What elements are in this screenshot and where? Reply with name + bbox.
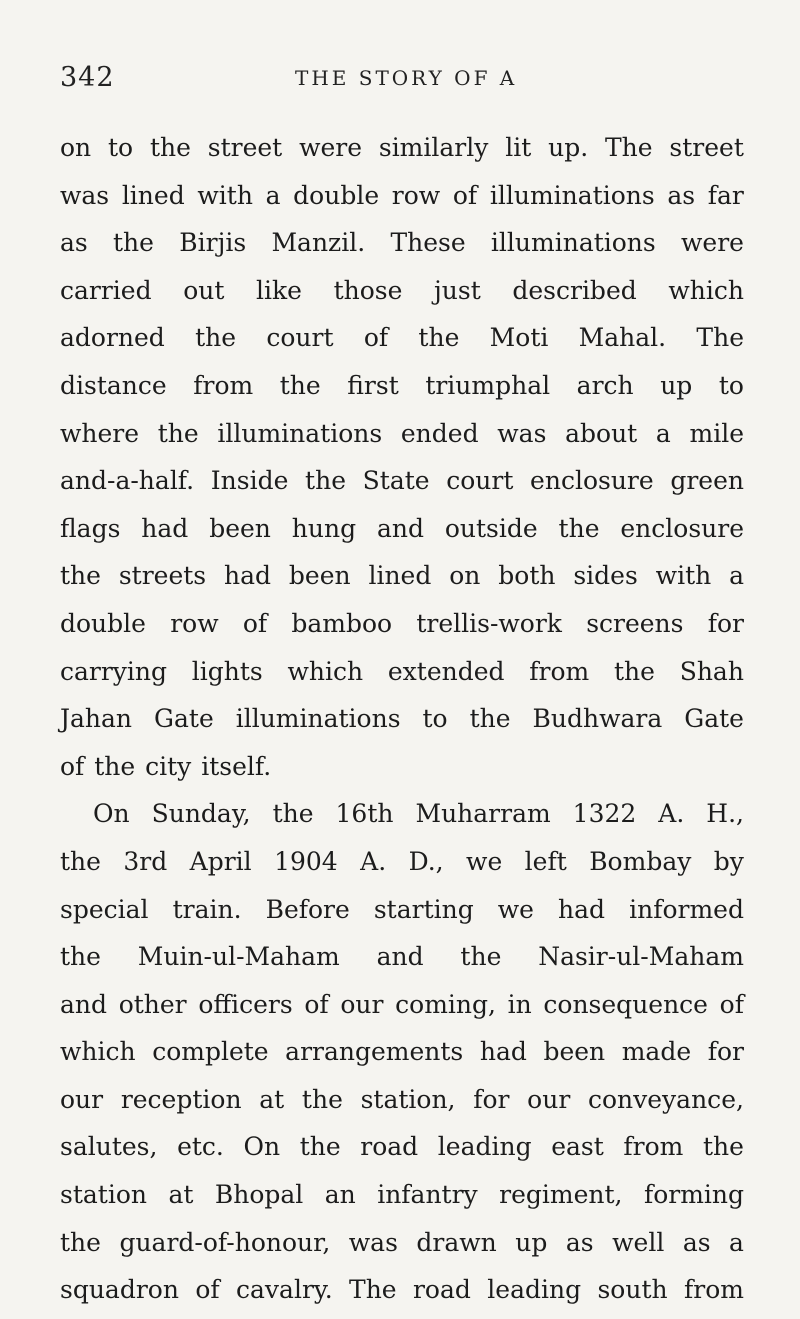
word: in: [507, 989, 532, 1019]
word: double: [293, 180, 380, 210]
word: ended: [400, 418, 479, 448]
text-line: [60, 895, 744, 943]
word: we: [497, 894, 534, 924]
word: officers: [198, 989, 293, 1019]
word: about: [565, 418, 638, 448]
word: hung: [291, 513, 357, 543]
word: Bhopal: [214, 1180, 304, 1210]
word: row: [391, 180, 441, 210]
word: as: [667, 180, 696, 210]
text-line: [60, 276, 744, 324]
word: the: [113, 228, 154, 258]
word: at: [259, 1084, 285, 1114]
word: Sunday,: [151, 799, 251, 829]
word: a: [729, 561, 744, 591]
word: illuminations: [217, 418, 383, 448]
word: had: [479, 1037, 527, 1067]
text-line: [60, 1132, 744, 1180]
word: The: [696, 323, 744, 353]
word: been: [288, 561, 351, 591]
text-line: [60, 181, 744, 229]
word: the: [299, 1132, 341, 1162]
word: as: [565, 1227, 594, 1257]
word: green: [670, 466, 744, 496]
word: of: [363, 323, 389, 353]
word: the: [558, 513, 600, 543]
word: had: [141, 513, 189, 543]
word: Gate: [154, 704, 214, 734]
word: as: [60, 228, 88, 258]
body-text: [60, 133, 744, 1319]
word: A.: [658, 799, 685, 829]
word: The: [349, 1275, 397, 1305]
word: H.,: [706, 799, 744, 829]
text-line: [60, 371, 744, 419]
word: outside: [444, 513, 538, 543]
word: sides: [573, 561, 638, 591]
word: carried: [60, 275, 152, 305]
text-line: [60, 514, 744, 562]
word: east: [551, 1132, 604, 1162]
word: special: [60, 894, 149, 924]
word: Mahal.: [578, 323, 667, 353]
word: those: [333, 275, 403, 305]
word: On: [243, 1132, 281, 1162]
word: both: [498, 561, 556, 591]
word: The: [605, 133, 653, 162]
word: of: [719, 989, 744, 1019]
word: the: [157, 418, 199, 448]
word: station: [60, 1180, 147, 1210]
word: etc.: [177, 1132, 224, 1162]
word: the: [60, 846, 101, 876]
text-line: [60, 1275, 744, 1319]
word: April: [189, 846, 252, 876]
text-line: [60, 419, 744, 467]
word: Shah: [679, 656, 744, 686]
word: the: [60, 1227, 101, 1257]
word: to: [108, 133, 134, 162]
word: described: [512, 275, 637, 305]
word: like: [256, 275, 302, 305]
word: illuminations: [235, 704, 401, 734]
text-line: [60, 1085, 744, 1133]
running-title: THE STORY OF A: [295, 66, 518, 90]
word: the: [305, 466, 346, 496]
word: D.,: [408, 846, 444, 876]
word: which: [60, 1037, 136, 1067]
word: similarly: [378, 133, 489, 162]
word: of: [195, 1275, 220, 1305]
word: row: [170, 608, 219, 638]
word: from: [193, 370, 254, 400]
word: the: [272, 799, 314, 829]
word: to: [718, 370, 744, 400]
word: up: [660, 370, 693, 400]
word: up.: [548, 133, 589, 162]
text-line: [60, 323, 744, 371]
word: on: [60, 133, 92, 162]
word: and: [60, 989, 108, 1019]
text-line: [60, 1228, 744, 1276]
word: 1904: [274, 846, 338, 876]
word: 16th: [335, 799, 394, 829]
word: squadron: [60, 1275, 179, 1305]
word: the: [418, 323, 460, 353]
word: was: [348, 1227, 398, 1257]
word: road: [360, 1132, 419, 1162]
word: the: [469, 704, 511, 734]
word: reception: [120, 1084, 242, 1114]
word: to: [422, 704, 448, 734]
word: the: [702, 1132, 744, 1162]
text-line: [60, 1180, 744, 1228]
word: other: [118, 989, 187, 1019]
word: mile: [689, 418, 744, 448]
word: been: [543, 1037, 606, 1067]
word: our: [340, 989, 384, 1019]
word: the: [149, 133, 191, 162]
text-line: [60, 942, 744, 990]
text-line: [60, 228, 744, 276]
word: a: [729, 1227, 744, 1257]
word: streets: [118, 561, 207, 591]
text-line: [60, 609, 744, 657]
word: which: [287, 656, 364, 686]
word: by: [713, 846, 744, 876]
word: from: [623, 1132, 684, 1162]
word: the: [460, 942, 502, 972]
word: were: [299, 133, 363, 162]
word: 1322: [572, 799, 637, 829]
word: for: [473, 1084, 510, 1114]
word: Muin-ul-Maham: [137, 942, 340, 972]
word: up: [515, 1227, 548, 1257]
word: arch: [576, 370, 634, 400]
word: Gate: [684, 704, 744, 734]
text-line: [60, 1037, 744, 1085]
word: road: [412, 1275, 471, 1305]
page-number: 342: [60, 62, 115, 93]
word: triumphal: [425, 370, 551, 400]
word: Nasir-ul-Maham: [538, 942, 744, 972]
text-line: [60, 847, 744, 895]
word: south: [597, 1275, 668, 1305]
word: and: [376, 513, 424, 543]
word: we: [466, 846, 503, 876]
word: Inside: [210, 466, 289, 496]
word: trellis-work: [416, 608, 562, 638]
word: had: [224, 561, 272, 591]
word: from: [529, 656, 590, 686]
text-line: [60, 561, 744, 609]
word: was: [60, 180, 110, 210]
word: consequence: [543, 989, 708, 1019]
word: court: [266, 323, 334, 353]
word: illuminations: [489, 180, 655, 210]
word: which: [668, 275, 744, 305]
word: had: [558, 894, 606, 924]
word: Bombay: [589, 846, 692, 876]
word: These: [390, 228, 466, 258]
word: as: [682, 1227, 711, 1257]
word: Muharram: [415, 799, 551, 829]
word: from: [683, 1275, 744, 1305]
word: court: [446, 466, 514, 496]
word: with: [197, 180, 253, 210]
word: for: [707, 608, 744, 638]
word: starting: [373, 894, 474, 924]
word: train.: [172, 894, 242, 924]
word: and: [376, 942, 424, 972]
running-head: [60, 62, 740, 94]
word: drawn: [416, 1227, 497, 1257]
word: double: [60, 608, 146, 638]
text-line: [60, 466, 744, 514]
word: flags: [60, 513, 121, 543]
word: distance: [60, 370, 167, 400]
word: Manzil.: [271, 228, 366, 258]
word: been: [209, 513, 271, 543]
word: extended: [387, 656, 505, 686]
word: Moti: [489, 323, 549, 353]
word: bamboo: [291, 608, 393, 638]
word: Before: [265, 894, 350, 924]
word: lined: [368, 561, 432, 591]
word: and-a-half.: [60, 466, 195, 496]
text-line: [60, 657, 744, 705]
word: carrying: [60, 656, 168, 686]
word: guard-of-honour,: [119, 1227, 331, 1257]
word: station,: [360, 1084, 456, 1114]
word: enclosure: [620, 513, 744, 543]
word: at: [168, 1180, 194, 1210]
word: the: [195, 323, 237, 353]
word: of: [304, 989, 329, 1019]
word: leading: [437, 1132, 532, 1162]
word: informed: [629, 894, 744, 924]
word: where: [60, 418, 140, 448]
word: far: [707, 180, 744, 210]
word: coming,: [395, 989, 496, 1019]
word: of: [452, 180, 478, 210]
word: first: [347, 370, 399, 400]
word: Jahan: [60, 704, 133, 734]
word: adorned: [60, 323, 165, 353]
word: just: [434, 275, 481, 305]
word: were: [681, 228, 744, 258]
word: leading: [487, 1275, 582, 1305]
text-line: of the city itself.: [60, 751, 272, 781]
word: out: [183, 275, 225, 305]
word: 3rd: [123, 846, 168, 876]
word: illuminations: [490, 228, 656, 258]
word: our: [60, 1084, 104, 1114]
word: our: [527, 1084, 571, 1114]
word: salutes,: [60, 1132, 158, 1162]
word: screens: [586, 608, 684, 638]
word: Birjis: [179, 228, 247, 258]
word: a: [655, 418, 671, 448]
word: regiment,: [499, 1180, 623, 1210]
word: well: [612, 1227, 665, 1257]
word: the: [60, 942, 101, 972]
word: the: [60, 561, 101, 591]
word: of: [242, 608, 268, 638]
text-line: [60, 799, 744, 847]
text-line: [60, 133, 744, 181]
text-line: [60, 990, 744, 1038]
word: arrangements: [285, 1037, 464, 1067]
word: the: [279, 370, 321, 400]
word: complete: [152, 1037, 269, 1067]
word: left: [524, 846, 567, 876]
word: State: [362, 466, 430, 496]
word: cavalry.: [236, 1275, 333, 1305]
word: the: [613, 656, 655, 686]
word: made: [621, 1037, 692, 1067]
word: conveyance,: [587, 1084, 744, 1114]
word: an: [324, 1180, 356, 1210]
word: lit: [505, 133, 532, 162]
text-line: [60, 704, 744, 752]
word: Budhwara: [532, 704, 663, 734]
word: with: [655, 561, 712, 591]
word: forming: [643, 1180, 744, 1210]
word: lights: [191, 656, 263, 686]
word: on: [449, 561, 481, 591]
word: enclosure: [530, 466, 654, 496]
word: infantry: [377, 1180, 478, 1210]
word: was: [497, 418, 547, 448]
word: street: [207, 133, 283, 162]
word: a: [265, 180, 281, 210]
word: the: [301, 1084, 343, 1114]
word: lined: [121, 180, 185, 210]
word: On: [93, 799, 130, 829]
word: for: [707, 1037, 744, 1067]
word: A.: [360, 846, 387, 876]
word: street: [669, 133, 744, 162]
